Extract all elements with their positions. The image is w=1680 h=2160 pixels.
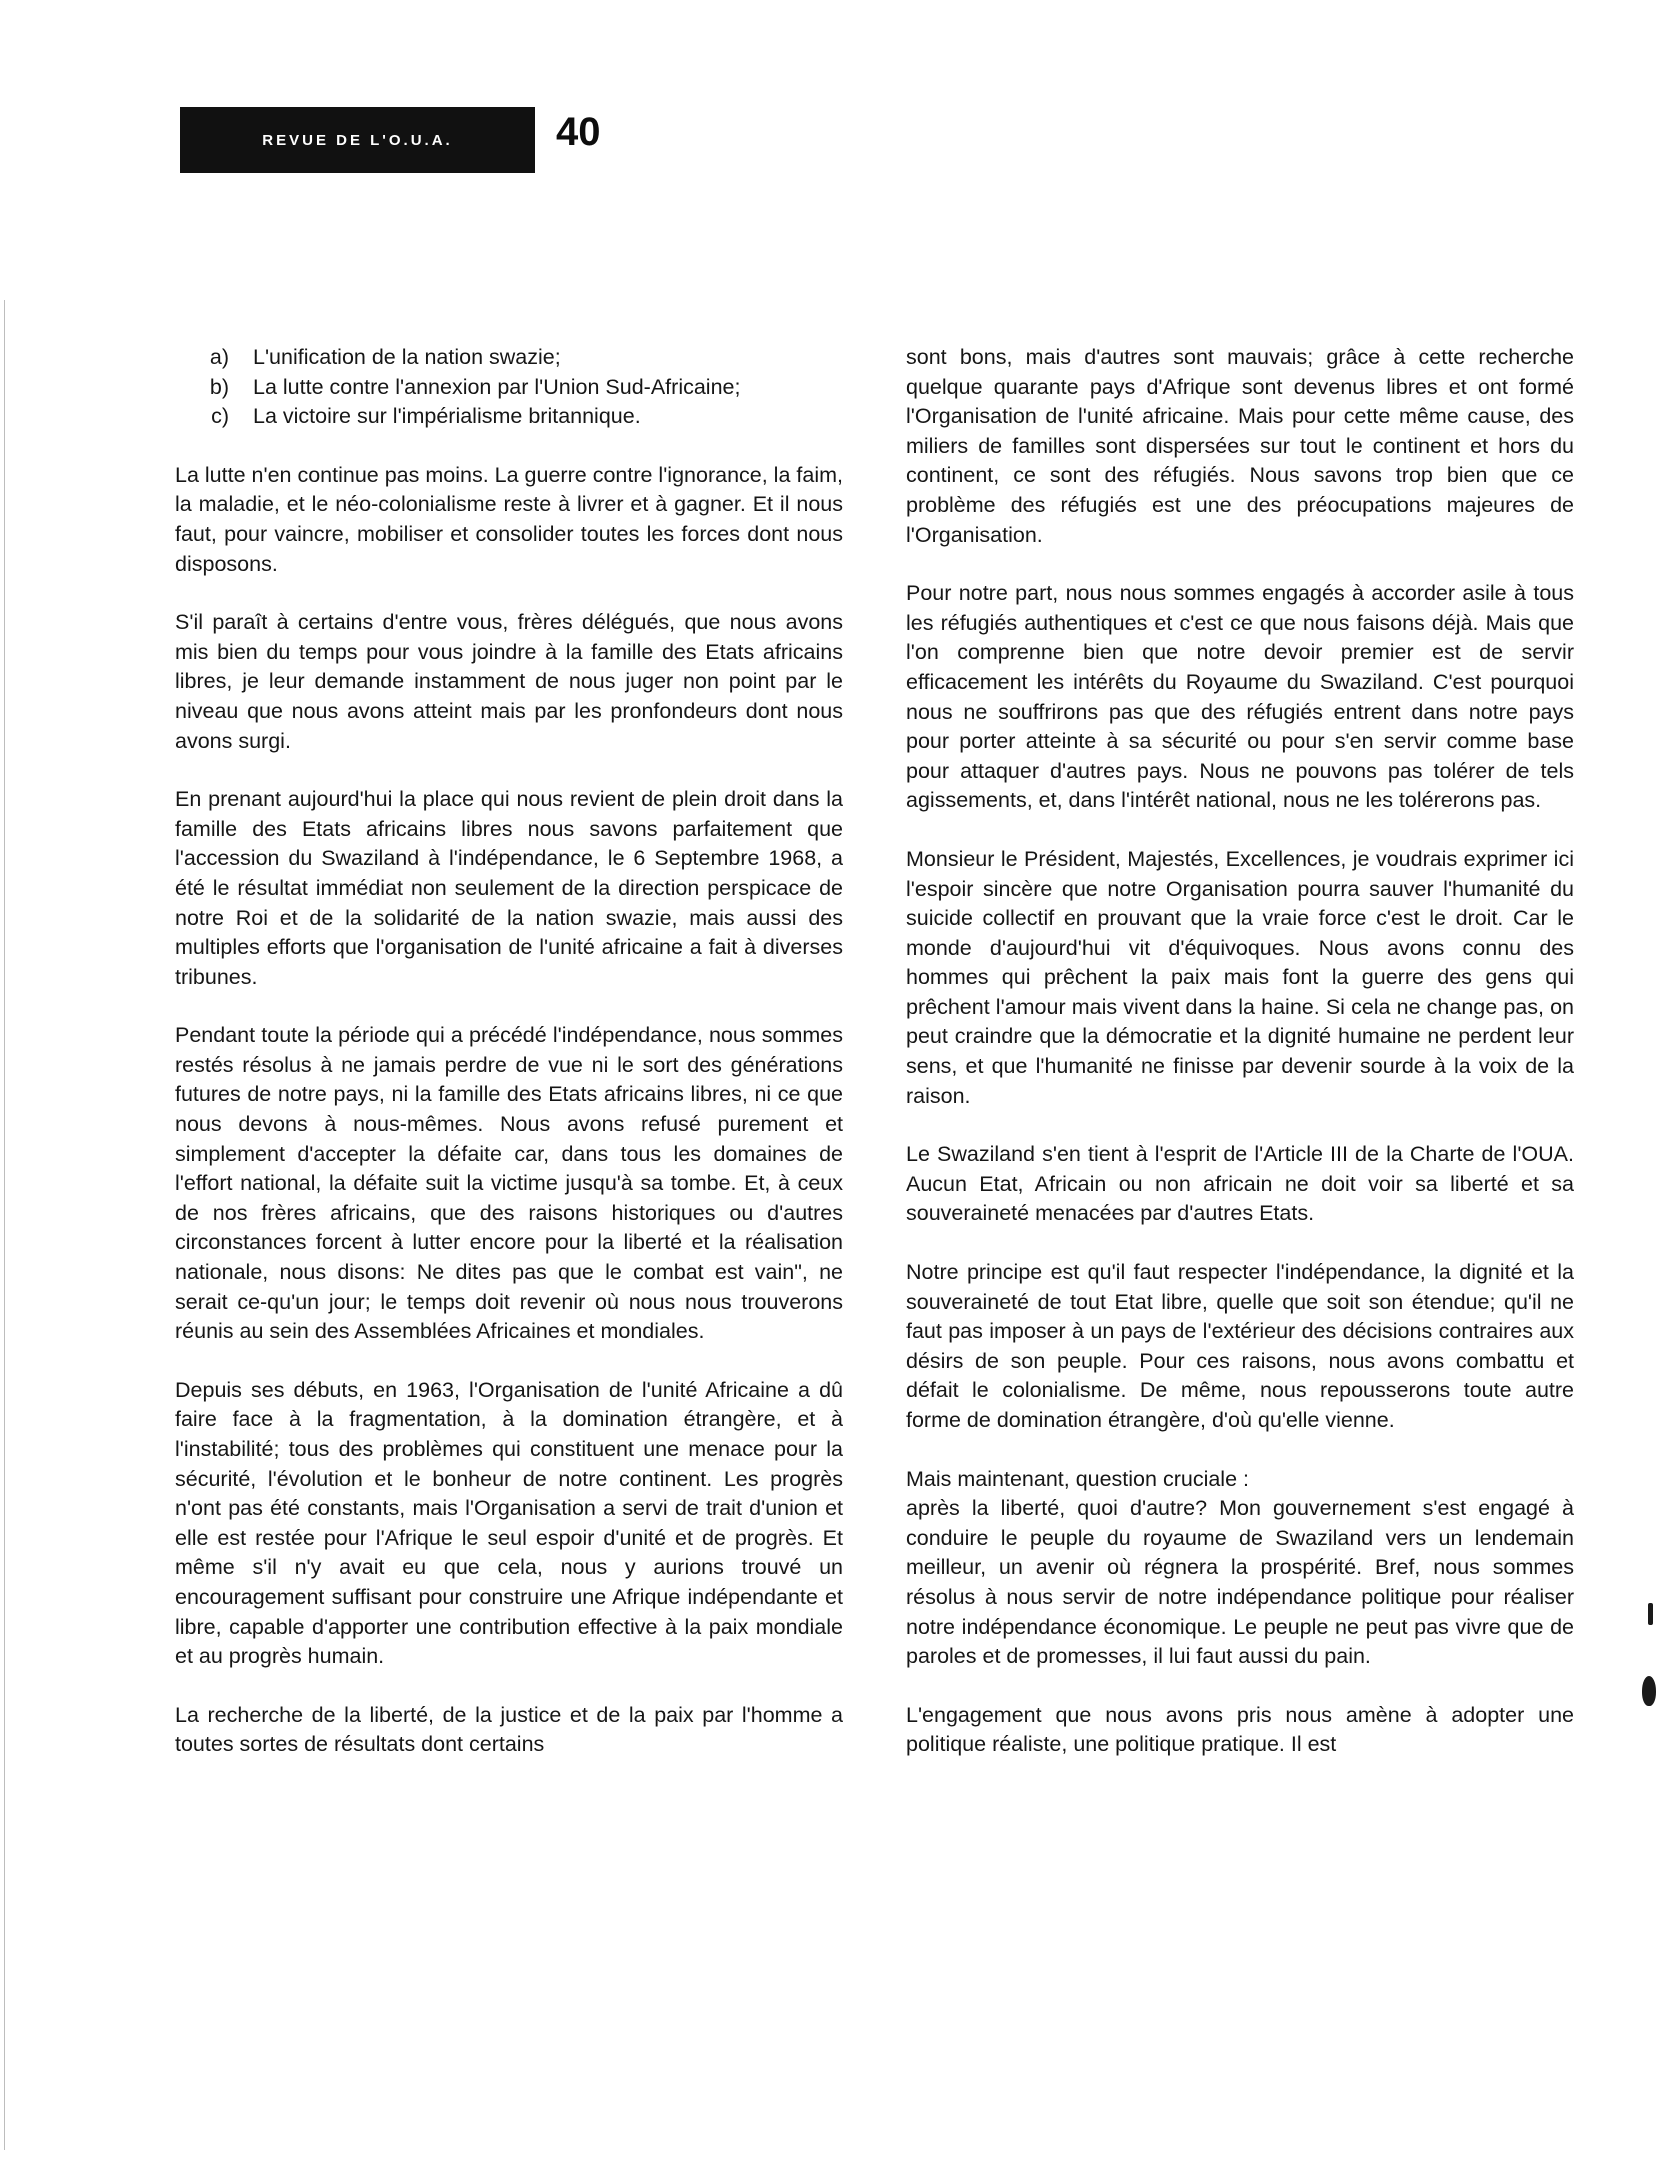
page-number: 40 <box>556 110 601 154</box>
paragraph: La lutte n'en continue pas moins. La guerre contre l'ignorance, la faim, la maladie, et le néo-colonialisme reste à livrer et à gagner. Et il nous faut, pour vaincre, mobiliser et consolider toutes les forces dont nous disposons. <box>175 462 843 576</box>
paragraph: Pour notre part, nous nous sommes engagés à accorder asile à tous les réfugiés authentiques et c'est ce que nous faisons déjà. Mais que l'on comprenne bien que notre devoir premier est de servir efficacement les intérêts du Royaume du Swaziland. C'est pourquoi nous ne souffrirons pas que des réfugiés entrent dans notre pays pour porter atteinte à sa sécurité ou pour s'en servir comme base pour attaquer d'autres pays. Nous ne pouvons pas tolérer de tels agissements, et, dans l'intérêt national, nous ne les tolérerons pas. <box>906 581 1574 813</box>
margin-ink-mark <box>1648 1603 1653 1625</box>
list-marker: b) <box>209 374 229 399</box>
list-text: La victoire sur l'impérialisme britannique. <box>253 404 641 429</box>
paragraph: après la liberté, quoi d'autre? Mon gouvernement s'est engagé à conduire le peuple du royaume de Swaziland vers un lendemain meilleur, un avenir où régnera la prospérité. Bref, nous sommes résolus à nous servir de notre indépendance politique pour réaliser notre indépendance économique. Le peuple ne peut pas vivre que de paroles et de promesses, il lui faut aussi du pain. <box>906 1496 1574 1669</box>
right-column <box>906 343 1574 1789</box>
binding-edge <box>4 300 5 2150</box>
left-column <box>175 343 843 1789</box>
list-marker: a) <box>209 345 229 369</box>
list-item <box>175 373 843 403</box>
margin-ink-mark <box>1642 1676 1656 1706</box>
journal-title: REVUE DE L'O.U.A. <box>262 131 453 149</box>
paragraph: sont bons, mais d'autres sont mauvais; grâce à cette recherche quelque quarante pays d'Afrique sont devenus libres et ont formé l'Organisation de l'unité africaine. Mais pour cette même cause, des miliers de familles sont dispersées sur tout le continent et hors du continent, ce sont des réfugiés. Nous savons trop bien que ce problème des réfugiés est une des préocupations majeures de l'Organisation. <box>906 345 1574 547</box>
paragraph: Monsieur le Président, Majestés, Excellences, je voudrais exprimer ici l'espoir sincère que notre Organisation pourra sauver l'humanité du suicide collectif en prouvant que la vraie force c'est le droit. Car le monde d'aujourd'hui vit d'équivoques. Nous avons connu des hommes qui prêchent la paix mais font la guerre des gens qui prêchent l'amour mais vivent dans la haine. Si cela ne change pas, on peut craindre que la démocratie et la dignité humaine ne perdent leur sens, et que l'humanité ne finisse par devenir sourde à la voix de la raison. <box>906 846 1574 1108</box>
list-text: L'unification de la nation swazie; <box>253 345 561 369</box>
paragraph: La recherche de la liberté, de la justice et de la paix par l'homme a toutes sortes de résultats dont certains <box>175 1702 843 1757</box>
list-item <box>175 343 843 373</box>
paragraph: S'il paraît à certains d'entre vous, frères délégués, que nous avons mis bien du temps pour vous joindre à la famille des Etats africains libres, je leur demande instamment de nous juger non point par le niveau que nous avons atteint mais par les pronfondeurs dont nous avons surgi. <box>175 610 843 753</box>
list-text: La lutte contre l'annexion par l'Union Sud-Africaine; <box>253 374 741 399</box>
paragraph: Le Swaziland s'en tient à l'esprit de l'Article III de la Charte de l'OUA. Aucun Etat, Africain ou non africain ne doit voir sa liberté et sa souveraineté menacées par d'autres Etats. <box>906 1142 1574 1226</box>
paragraph: Pendant toute la période qui a précédé l'indépendance, nous sommes restés résolus à ne jamais perdre de vue ni le sort des générations futures de notre pays, ni la famille des Etats africains libres, ni ce que nous devons à nous-mêmes. Nous avons refusé purement et simplement d'accepter la défaite car, dans tous les domaines de l'effort national, la défaite suit la victime jusqu'à sa tombe. Et, à ceux de nos frères africains, que des raisons historiques ou d'autres circonstances forcent à lutter encore pour la liberté et la réalisation nationale, nous disons: Ne dites pas que le combat est vain", ne serait ce-qu'un jour; le temps doit revenir où nous nous trouverons réunis au sein des Assemblées Africaines et mondiales. <box>175 1023 843 1344</box>
paragraph: En prenant aujourd'hui la place qui nous revient de plein droit dans la famille des Etats africains libres nous savons parfaitement que l'accession du Swaziland à l'indépendance, le 6 Septembre 1968, a été le résultat immédiat non seulement de la direction perspicace de notre Roi et de la solidarité de la nation swazie, mais aussi des multiples efforts que l'organisation de l'unité africaine a fait à diverses tribunes. <box>175 787 843 989</box>
journal-title-banner <box>180 107 535 173</box>
list-marker: c) <box>211 404 229 429</box>
numbered-list <box>175 343 843 432</box>
list-item <box>175 402 843 432</box>
paragraph: Notre principe est qu'il faut respecter l'indépendance, la dignité et la souveraineté de tout Etat libre, quelle que soit son étendue; qu'il ne faut pas imposer à un pays de l'extérieur des décisions contraires aux désirs de son peuple. Pour ces raisons, nous avons combattu et défait le colonialisme. De même, nous repousserons toute autre forme de domination étrangère, d'où qu'elle vienne. <box>906 1260 1574 1432</box>
paragraph: Depuis ses débuts, en 1963, l'Organisation de l'unité Africaine a dû faire face à la fragmentation, à la domination étrangère, et à l'instabilité; tous des problèmes qui constituent une menace pour la sécurité, l'évolution et le bonheur de notre continent. Les progrès n'ont pas été constants, mais l'Organisation a servi de trait d'union et elle est restée pour l'Afrique le seul espoir d'unité et de progrès. Et même s'il n'y avait eu que cela, nous y aurions trouvé un encouragement suffisant pour construire une Afrique indépendante et libre, capable d'apporter une contribution effective à la paix mondiale et au progrès humain. <box>175 1377 843 1669</box>
paragraph: Mais maintenant, question cruciale : <box>906 1466 1249 1491</box>
paragraph: L'engagement que nous avons pris nous amène à adopter une politique réaliste, une politique pratique. Il est <box>906 1702 1574 1757</box>
